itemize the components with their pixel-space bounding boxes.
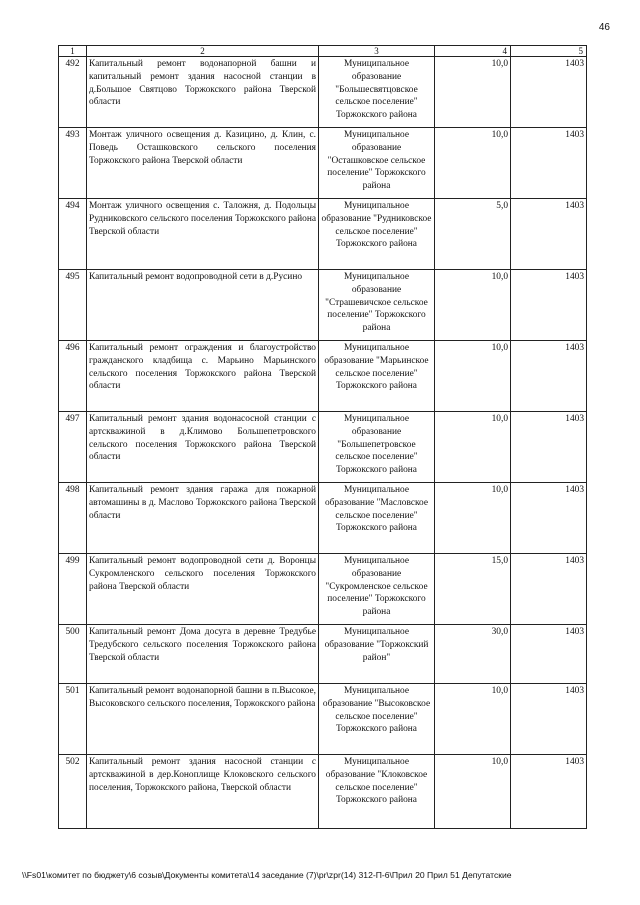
row-code: 1403 <box>511 483 587 554</box>
row-amount: 10,0 <box>435 341 511 412</box>
row-number: 494 <box>59 199 87 270</box>
row-code: 1403 <box>511 684 587 755</box>
header-col-1: 1 <box>59 46 87 57</box>
row-code: 1403 <box>511 270 587 341</box>
row-number: 498 <box>59 483 87 554</box>
row-number: 493 <box>59 128 87 199</box>
row-municipality: Муниципальное образование "Масловское сельское поселение" Торжокского района <box>319 483 435 554</box>
row-amount: 10,0 <box>435 57 511 128</box>
row-municipality: Муниципальное образование "Рудниковское сельское поселение" Торжокского района <box>319 199 435 270</box>
row-number: 497 <box>59 412 87 483</box>
row-municipality: Муниципальное образование "Марьинское сельское поселение" Торжокского района <box>319 341 435 412</box>
header-col-3: 3 <box>319 46 435 57</box>
row-amount: 10,0 <box>435 412 511 483</box>
row-amount: 5,0 <box>435 199 511 270</box>
row-description: Монтаж уличного освещения д. Казицино, д. Клин, с. Поведь Осташковского сельского поселения Торжокского района Тверской области <box>87 128 319 199</box>
header-col-5: 5 <box>511 46 587 57</box>
row-number: 500 <box>59 625 87 684</box>
row-code: 1403 <box>511 554 587 625</box>
table-row <box>59 554 587 625</box>
row-code: 1403 <box>511 57 587 128</box>
table-row <box>59 412 587 483</box>
row-amount: 10,0 <box>435 755 511 829</box>
row-description: Монтаж уличного освещения с. Таложня, д. Подольцы Рудниковского сельского поселения Торжокского района Тверской области <box>87 199 319 270</box>
row-description: Капитальный ремонт водонапорной башни в п.Высокое, Высоковского сельского поселения, Торжокского района <box>87 684 319 755</box>
row-code: 1403 <box>511 341 587 412</box>
row-amount: 10,0 <box>435 684 511 755</box>
row-amount: 15,0 <box>435 554 511 625</box>
row-number: 496 <box>59 341 87 412</box>
row-amount: 10,0 <box>435 270 511 341</box>
row-municipality: Муниципальное образование "Осташковское сельское поселение" Торжокского района <box>319 128 435 199</box>
row-description: Капитальный ремонт здания гаража для пожарной автомашины в д. Маслово Торжокского района Тверской области <box>87 483 319 554</box>
file-path-footer: \\Fs01\комитет по бюджету\6 созыв\Документы комитета\14 заседание (7)\pr\zpr(14) 312-П-6\Прил 20 Прил 51 Депутатские <box>22 870 512 880</box>
row-description: Капитальный ремонт Дома досуга в деревне Тредубье Тредубского сельского поселения Торжокского района Тверской области <box>87 625 319 684</box>
row-description: Капитальный ремонт здания водонасосной станции с артскважиной в д.Климово Большепетровского сельского поселения Торжокского района Тверской области <box>87 412 319 483</box>
row-municipality: Муниципальное образование "Клоковское сельское поселение" Торжокского района <box>319 755 435 829</box>
row-number: 495 <box>59 270 87 341</box>
table-header-row <box>59 46 587 57</box>
row-municipality: Муниципальное образование "Большесвятцовское сельское поселение" Торжокского района <box>319 57 435 128</box>
table-row <box>59 483 587 554</box>
row-code: 1403 <box>511 625 587 684</box>
table-row <box>59 199 587 270</box>
row-municipality: Муниципальное образование "Торжокский район" <box>319 625 435 684</box>
row-amount: 30,0 <box>435 625 511 684</box>
table-row <box>59 57 587 128</box>
row-number: 492 <box>59 57 87 128</box>
table-row <box>59 128 587 199</box>
table-row <box>59 755 587 829</box>
header-col-4: 4 <box>435 46 511 57</box>
row-number: 501 <box>59 684 87 755</box>
table-row <box>59 625 587 684</box>
row-municipality: Муниципальное образование "Большепетровское сельское поселение" Торжокского района <box>319 412 435 483</box>
row-code: 1403 <box>511 755 587 829</box>
row-code: 1403 <box>511 199 587 270</box>
table-row <box>59 684 587 755</box>
row-description: Капитальный ремонт водонапорной башни и капитальный ремонт здания насосной станции в д.Большое Святцово Торжокского района Тверской области <box>87 57 319 128</box>
table-row <box>59 341 587 412</box>
row-description: Капитальный ремонт здания насосной станции с артскважиной в дер.Коноплище Клоковского сельского поселения, Торжокского района, Тверской области <box>87 755 319 829</box>
budget-table <box>58 45 587 829</box>
row-amount: 10,0 <box>435 128 511 199</box>
row-municipality: Муниципальное образование "Сукромленское сельское поселение" Торжокского района <box>319 554 435 625</box>
row-code: 1403 <box>511 128 587 199</box>
row-number: 502 <box>59 755 87 829</box>
row-description: Капитальный ремонт водопроводной сети д. Воронцы Сукромленского сельского поселения Торжокского района Тверской области <box>87 554 319 625</box>
row-municipality: Муниципальное образование "Страшевичское сельское поселение" Торжокского района <box>319 270 435 341</box>
table-row <box>59 270 587 341</box>
row-amount: 10,0 <box>435 483 511 554</box>
row-municipality: Муниципальное образование "Высоковское сельское поселение" Торжокского района <box>319 684 435 755</box>
header-col-2: 2 <box>87 46 319 57</box>
row-description: Капитальный ремонт ограждения и благоустройство гражданского кладбища с. Марьино Марьинского сельского поселения Торжокского района Тверской области <box>87 341 319 412</box>
row-description: Капитальный ремонт водопроводной сети в д.Русино <box>87 270 319 341</box>
row-number: 499 <box>59 554 87 625</box>
page-number: 46 <box>598 22 610 33</box>
row-code: 1403 <box>511 412 587 483</box>
